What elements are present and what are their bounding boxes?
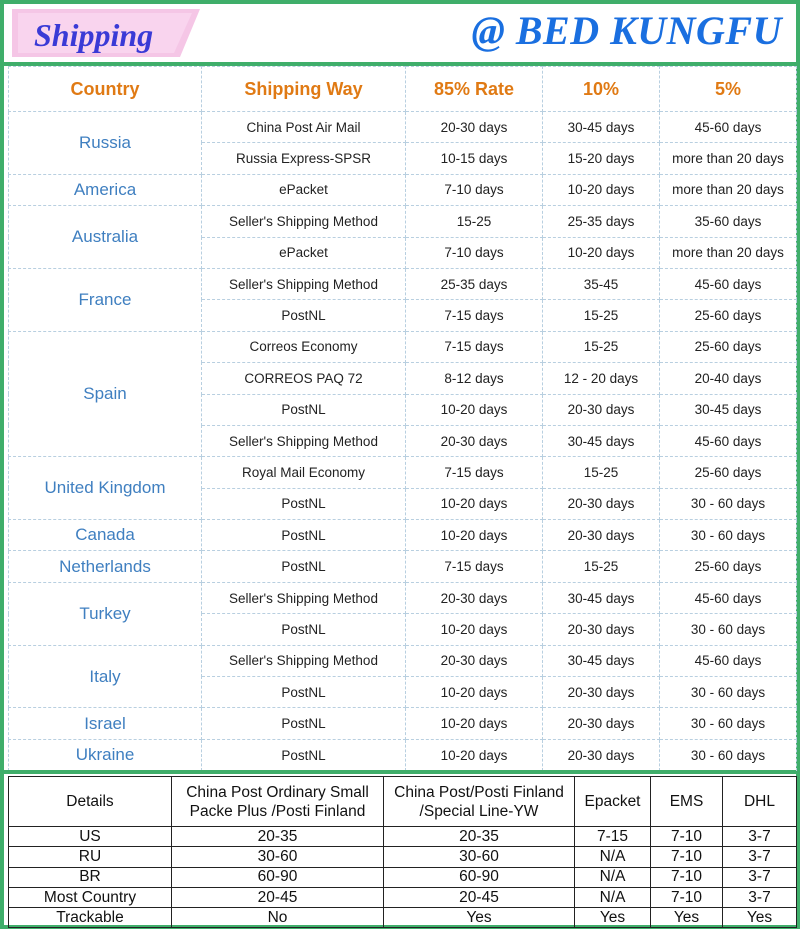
rate-10-cell: 30-45 days — [543, 645, 660, 676]
rate-5-cell: more than 20 days — [660, 237, 797, 268]
table-row — [9, 708, 797, 739]
rate-5-cell: 30 - 60 days — [660, 677, 797, 708]
details-value-cell: 20-45 — [384, 887, 575, 907]
details-value-cell: 3-7 — [723, 827, 797, 847]
rate-85-cell: 10-20 days — [406, 677, 543, 708]
rate-5-cell: 35-60 days — [660, 206, 797, 237]
rate-85-cell: 10-20 days — [406, 520, 543, 551]
details-value-cell: 60-90 — [384, 867, 575, 887]
rate-85-cell: 7-15 days — [406, 300, 543, 331]
rate-5-cell: 25-60 days — [660, 331, 797, 362]
shipping-way-cell: Seller's Shipping Method — [202, 645, 406, 676]
details-value-cell: 60-90 — [172, 867, 384, 887]
col-header-5-rate: 5% — [660, 67, 797, 112]
rate-10-cell: 10-20 days — [543, 174, 660, 205]
details-row — [9, 847, 797, 867]
rate-10-cell: 20-30 days — [543, 739, 660, 770]
details-row-label: Trackable — [9, 908, 172, 928]
details-value-cell: N/A — [575, 847, 651, 867]
country-cell: Turkey — [9, 582, 202, 645]
details-value-cell: 7-10 — [651, 867, 723, 887]
rate-5-cell: 30 - 60 days — [660, 739, 797, 770]
details-value-cell: N/A — [575, 867, 651, 887]
details-value-cell: 30-60 — [384, 847, 575, 867]
rate-85-cell: 20-30 days — [406, 112, 543, 143]
col-header-85-rate: 85% Rate — [406, 67, 543, 112]
shipping-time-table — [8, 66, 797, 771]
details-value-cell: No — [172, 908, 384, 928]
country-cell: Ukraine — [9, 739, 202, 770]
rate-85-cell: 7-15 days — [406, 331, 543, 362]
rate-5-cell: 45-60 days — [660, 425, 797, 456]
details-value-cell: 20-35 — [172, 827, 384, 847]
table-row — [9, 520, 797, 551]
rate-10-cell: 15-25 — [543, 457, 660, 488]
table-row — [9, 739, 797, 770]
table-row — [9, 645, 797, 676]
country-cell: Netherlands — [9, 551, 202, 582]
rate-85-cell: 8-12 days — [406, 363, 543, 394]
col-header-shipping-way: Shipping Way — [202, 67, 406, 112]
rate-85-cell: 25-35 days — [406, 268, 543, 299]
page-title: Shipping — [34, 17, 154, 53]
rate-85-cell: 10-20 days — [406, 394, 543, 425]
rate-10-cell: 20-30 days — [543, 520, 660, 551]
details-value-cell: 7-10 — [651, 847, 723, 867]
rate-10-cell: 25-35 days — [543, 206, 660, 237]
shipping-way-cell: Seller's Shipping Method — [202, 582, 406, 613]
rate-5-cell: 30 - 60 days — [660, 520, 797, 551]
details-value-cell: 30-60 — [172, 847, 384, 867]
rate-10-cell: 30-45 days — [543, 112, 660, 143]
rate-5-cell: 45-60 days — [660, 112, 797, 143]
shipping-way-cell: Correos Economy — [202, 331, 406, 362]
table-header-row — [9, 67, 797, 112]
country-cell: Russia — [9, 112, 202, 175]
country-cell: America — [9, 174, 202, 205]
rate-10-cell: 20-30 days — [543, 394, 660, 425]
country-cell: United Kingdom — [9, 457, 202, 520]
details-value-cell: Yes — [723, 908, 797, 928]
details-col-dhl: DHL — [723, 777, 797, 827]
details-value-cell: Yes — [651, 908, 723, 928]
details-col-ems: EMS — [651, 777, 723, 827]
rate-10-cell: 20-30 days — [543, 677, 660, 708]
rate-10-cell: 20-30 days — [543, 708, 660, 739]
rate-5-cell: 30 - 60 days — [660, 708, 797, 739]
rate-10-cell: 15-25 — [543, 300, 660, 331]
rate-5-cell: 30-45 days — [660, 394, 797, 425]
rate-5-cell: 20-40 days — [660, 363, 797, 394]
details-value-cell: Yes — [575, 908, 651, 928]
rate-85-cell: 10-20 days — [406, 708, 543, 739]
details-row-label: Most Country — [9, 887, 172, 907]
table-row — [9, 268, 797, 299]
details-row — [9, 908, 797, 928]
rate-10-cell: 30-45 days — [543, 425, 660, 456]
details-row-label: US — [9, 827, 172, 847]
country-cell: Canada — [9, 520, 202, 551]
shipping-way-cell: ePacket — [202, 174, 406, 205]
details-value-cell: N/A — [575, 887, 651, 907]
details-header-row — [9, 777, 797, 827]
rate-5-cell: 30 - 60 days — [660, 614, 797, 645]
section-divider — [4, 770, 796, 774]
rate-10-cell: 30-45 days — [543, 582, 660, 613]
country-cell: France — [9, 268, 202, 331]
rate-10-cell: 20-30 days — [543, 614, 660, 645]
country-cell: Italy — [9, 645, 202, 708]
rate-10-cell: 35-45 — [543, 268, 660, 299]
shipping-way-cell: PostNL — [202, 739, 406, 770]
rate-85-cell: 7-10 days — [406, 237, 543, 268]
table-row — [9, 457, 797, 488]
rate-10-cell: 15-20 days — [543, 143, 660, 174]
table-row — [9, 582, 797, 613]
details-row — [9, 827, 797, 847]
shipping-way-cell: PostNL — [202, 300, 406, 331]
rate-10-cell: 15-25 — [543, 331, 660, 362]
shipping-way-cell: Royal Mail Economy — [202, 457, 406, 488]
details-value-cell: Yes — [384, 908, 575, 928]
shipping-way-cell: CORREOS PAQ 72 — [202, 363, 406, 394]
rate-85-cell: 10-20 days — [406, 488, 543, 519]
rate-5-cell: 45-60 days — [660, 645, 797, 676]
rate-10-cell: 10-20 days — [543, 237, 660, 268]
details-value-cell: 3-7 — [723, 867, 797, 887]
shipping-way-cell: Russia Express-SPSR — [202, 143, 406, 174]
rate-10-cell: 12 - 20 days — [543, 363, 660, 394]
details-value-cell: 20-45 — [172, 887, 384, 907]
rate-85-cell: 10-20 days — [406, 739, 543, 770]
details-row — [9, 867, 797, 887]
rate-5-cell: 25-60 days — [660, 457, 797, 488]
country-cell: Spain — [9, 331, 202, 457]
col-header-10-rate: 10% — [543, 67, 660, 112]
shipping-way-cell: PostNL — [202, 520, 406, 551]
rate-85-cell: 20-30 days — [406, 425, 543, 456]
brand-name: @ BED KUNGFU — [471, 8, 782, 53]
rate-5-cell: 25-60 days — [660, 300, 797, 331]
rate-5-cell: 25-60 days — [660, 551, 797, 582]
details-row-label: RU — [9, 847, 172, 867]
shipping-way-cell: Seller's Shipping Method — [202, 425, 406, 456]
rate-5-cell: 45-60 days — [660, 582, 797, 613]
header — [4, 4, 796, 62]
shipping-way-cell: Seller's Shipping Method — [202, 268, 406, 299]
details-value-cell: 7-10 — [651, 827, 723, 847]
rate-5-cell: more than 20 days — [660, 143, 797, 174]
shipping-way-cell: PostNL — [202, 708, 406, 739]
rate-85-cell: 10-20 days — [406, 614, 543, 645]
country-cell: Israel — [9, 708, 202, 739]
details-value-cell: 7-10 — [651, 887, 723, 907]
rate-5-cell: 45-60 days — [660, 268, 797, 299]
rate-5-cell: 30 - 60 days — [660, 488, 797, 519]
details-row-label: BR — [9, 867, 172, 887]
shipping-way-cell: ePacket — [202, 237, 406, 268]
details-value-cell: 7-15 — [575, 827, 651, 847]
table-row — [9, 551, 797, 582]
details-col-china-post-small-packet: China Post Ordinary Small Packe Plus /Posti Finland — [172, 777, 384, 827]
shipping-way-cell: PostNL — [202, 551, 406, 582]
rate-85-cell: 10-15 days — [406, 143, 543, 174]
col-header-country: Country — [9, 67, 202, 112]
shipping-tag — [12, 9, 200, 57]
rate-5-cell: more than 20 days — [660, 174, 797, 205]
rate-10-cell: 20-30 days — [543, 488, 660, 519]
carrier-details-table — [8, 776, 797, 928]
details-value-cell: 3-7 — [723, 847, 797, 867]
shipping-way-cell: Seller's Shipping Method — [202, 206, 406, 237]
rate-85-cell: 7-15 days — [406, 457, 543, 488]
rate-85-cell: 7-10 days — [406, 174, 543, 205]
table-row — [9, 331, 797, 362]
details-value-cell: 20-35 — [384, 827, 575, 847]
shipping-way-cell: PostNL — [202, 614, 406, 645]
shipping-way-cell: China Post Air Mail — [202, 112, 406, 143]
table-row — [9, 206, 797, 237]
rate-85-cell: 7-15 days — [406, 551, 543, 582]
details-value-cell: 3-7 — [723, 887, 797, 907]
country-cell: Australia — [9, 206, 202, 269]
rate-85-cell: 20-30 days — [406, 645, 543, 676]
details-col-details: Details — [9, 777, 172, 827]
table-row — [9, 174, 797, 205]
shipping-way-cell: PostNL — [202, 394, 406, 425]
shipping-way-cell: PostNL — [202, 677, 406, 708]
rate-85-cell: 20-30 days — [406, 582, 543, 613]
table-row — [9, 112, 797, 143]
rate-10-cell: 15-25 — [543, 551, 660, 582]
details-col-epacket: Epacket — [575, 777, 651, 827]
details-row — [9, 887, 797, 907]
rate-85-cell: 15-25 — [406, 206, 543, 237]
shipping-way-cell: PostNL — [202, 488, 406, 519]
details-col-special-line: China Post/Posti Finland /Special Line-YW — [384, 777, 575, 827]
